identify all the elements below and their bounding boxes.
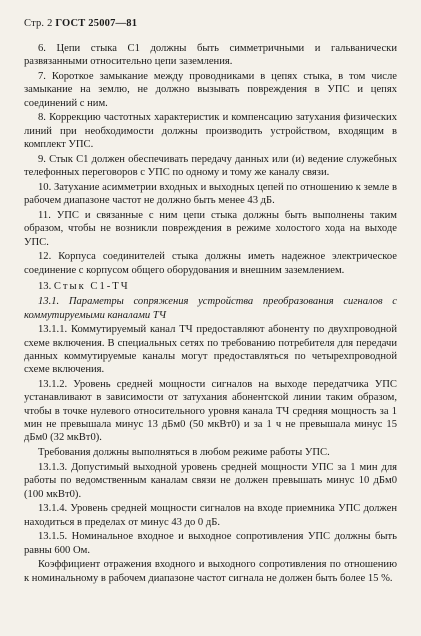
- page-number: Стр. 2: [24, 18, 53, 29]
- paragraph-8: 8. Коррекцию частотных характеристик и компенсацию затухания физических линий при необходимости должны производить устройством, входящим в комплект УПС.: [24, 112, 397, 151]
- paragraph-13-1-5: 13.1.5. Номинальное входное и выходное сопротивления УПС должны быть равны 600 Ом.: [24, 531, 397, 556]
- paragraph-10: 10. Затухание асимметрии входных и выходных цепей по отношению к земле в рабочем диапазоне частот не должно быть менее 43 дБ.: [24, 181, 397, 207]
- paragraph-13-1-4: 13.1.4. Уровень средней мощности сигналов на входе приемника УПС должен находиться в пределах от минус 43 до 0 дБ.: [24, 503, 397, 528]
- paragraph-9: 9. Стык С1 должен обеспечивать передачу данных или (и) ведение служебных телефонных переговоров с УПС по одному и тому же каналу связи.: [24, 153, 397, 179]
- section-13-title: Стык С1-ТЧ: [53, 281, 130, 293]
- paragraph-11: 11. УПС и связанные с ним цепи стыка должны быть выполнены таким образом, чтобы не возникли повреждения в режиме холостого хода на выходе УПС.: [24, 210, 397, 248]
- section-13-number: 13.: [38, 281, 52, 293]
- section-13-heading: [24, 280, 397, 293]
- document-body: [24, 42, 397, 585]
- paragraph-requirements: Требования должны выполняться в любом режиме работы УПС.: [38, 447, 330, 459]
- page-header: [24, 18, 397, 29]
- paragraph-13-1-2: 13.1.2. Уровень средней мощности сигналов на выходе передатчика УПС устанавливают в зависимости от затухания абонентской линии таким образом, чтобы в точке нулевого относительного уровня канала ТЧ средняя мощность за 1 мин не превышала минус 13 дБм0 (50 мкВт0) и за 1 ч не превышала минус 15 дБм0 (32 мкВт0).: [24, 379, 397, 444]
- paragraph-12: 12. Корпуса соединителей стыка должны иметь надежное электрическое соединение с корпусом общего оборудования и внешним заземлением.: [24, 251, 397, 276]
- paragraph-reflection: Коэффициент отражения входного и выходного сопротивления по отношению к номинальному в рабочем диапазоне частот сигнала не должен быть более 15 %.: [24, 559, 397, 584]
- paragraph-6: 6. Цепи стыка С1 должны быть симметричными и гальванически развязанными относительно цепи заземления.: [24, 43, 397, 68]
- paragraph-7: 7. Короткое замыкание между проводниками в цепях стыка, в том числе замыкание на землю, не должно вызывать повреждения в УПС и цепях соединений с ним.: [24, 71, 397, 109]
- paragraph-13-1-1: 13.1.1. Коммутируемый канал ТЧ предоставляют абоненту по двухпроводной схеме включения. В специальных сетях по требованию потребителя для передачи данных коммутируемые каналы могут предоставляться по четырехпроводной схеме включения.: [24, 324, 397, 376]
- standard-code: ГОСТ 25007—81: [55, 18, 138, 29]
- paragraph-13-1-3: 13.1.3. Допустимый выходной уровень средней мощности УПС за 1 мин для работы по ведомственным каналам связи не должен превышать минус 10 дБм0 (100 мкВт0).: [24, 461, 397, 500]
- subsection-13-1: 13.1. Параметры сопряжения устройства преобразования сигналов с коммутируемыми каналами ТЧ: [24, 296, 397, 321]
